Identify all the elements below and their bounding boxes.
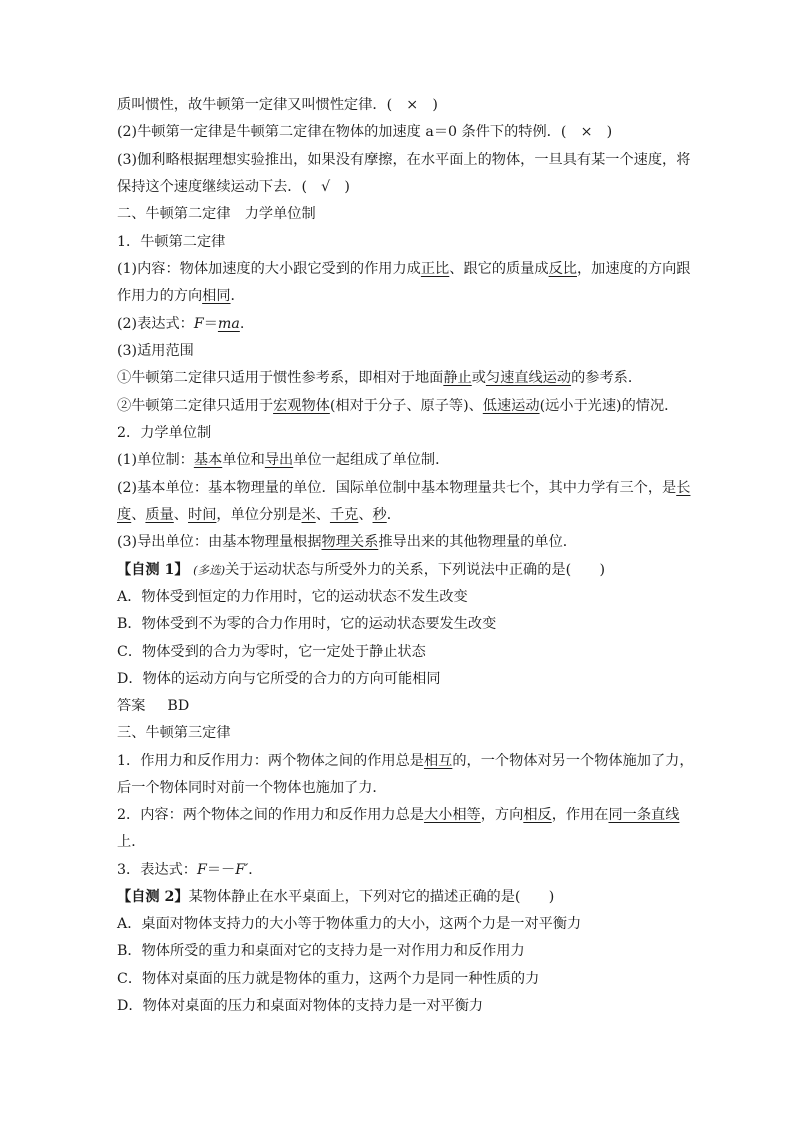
question-tag: 【自测 2】 (117, 889, 189, 905)
text: 后一个物体同时对前一个物体也施加了力． (117, 780, 387, 796)
blank-answer: 相反 (523, 807, 552, 823)
text: ． (386, 507, 401, 523)
text: ＝－ (206, 862, 236, 878)
option-text: A．桌面对物体支持力的大小等于物体重力的大小，这两个力是一对平衡力 (117, 916, 582, 932)
formula-var: F (193, 316, 204, 332)
section-heading (117, 204, 316, 224)
text: ＝ (203, 316, 218, 332)
text-line (117, 122, 612, 142)
text: 、 (173, 507, 188, 523)
text: (远小于光速)的情况． (539, 398, 679, 414)
text-line (117, 286, 245, 306)
blank-answer: 同一条直线 (608, 807, 680, 823)
text: 2．内容：两个物体之间的作用力和反作用力总是 (117, 807, 424, 823)
question-tag: 【自测 1】 (117, 562, 189, 578)
text-line (117, 396, 678, 416)
text: ，作用在 (551, 807, 609, 823)
text-line (117, 751, 694, 771)
option-text: B．物体所受的重力和桌面对它的支持力是一对作用力和反作用力 (117, 943, 525, 959)
blank-answer: 秒 (372, 507, 387, 523)
option-c (117, 642, 426, 662)
text: 质叫惯性，故牛顿第一定律又叫惯性定律．( × ) (117, 97, 438, 113)
text: (3)适用范围 (117, 343, 194, 359)
text-line (117, 341, 194, 361)
blank-answer: 宏观物体 (273, 398, 330, 414)
text: 、 (131, 507, 146, 523)
option-text: D．物体对桌面的压力和桌面对物体的支持力是一对平衡力 (117, 998, 484, 1014)
answer-label: 答案 (117, 698, 146, 714)
option-b (117, 941, 525, 961)
text: ，单位分别是 (216, 507, 302, 523)
blank-answer: 正比 (420, 261, 450, 277)
blank-answer: 反比 (548, 261, 577, 277)
blank-answer: 相互 (423, 753, 453, 769)
text: ②牛顿第二定律只适用于 (117, 398, 274, 414)
text: (1)单位制： (117, 452, 194, 468)
text-line (117, 832, 145, 852)
text: 或 (471, 370, 486, 386)
text: 、 (358, 507, 373, 523)
text: (2)牛顿第一定律是牛顿第二定律在物体的加速度 a＝0 条件下的特例．( × ) (117, 124, 613, 140)
text-line (117, 805, 679, 825)
text: ①牛顿第二定律只适用于惯性参考系，即相对于地面 (117, 370, 444, 386)
blank-answer: 基本 (193, 452, 223, 468)
formula-var: F (196, 862, 207, 878)
subsection-heading (117, 232, 225, 252)
text: ，方向 (480, 807, 524, 823)
text-line (117, 478, 690, 498)
question-stem (117, 560, 605, 580)
text: 3．表达式： (117, 862, 197, 878)
text: 保持这个速度继续运动下去．( √ ) (117, 179, 350, 195)
option-text: C．物体对桌面的压力就是物体的重力，这两个力是同一种性质的力 (117, 971, 540, 987)
option-text: D．物体的运动方向与它所受的合力的方向可能相同 (117, 671, 441, 687)
text: . (239, 316, 245, 332)
text: (相对于分子、原子等)、 (329, 398, 483, 414)
text: 、 (315, 507, 330, 523)
text: (3)伽利略根据理想实验推出，如果没有摩擦，在水平面上的物体，一旦具有某一个速度，将 (117, 152, 691, 168)
answer-value: BD (167, 698, 190, 714)
text: 单位一起组成了单位制． (293, 452, 450, 468)
blank-answer: 时间 (188, 507, 217, 523)
text: 、跟它的质量成 (449, 261, 549, 277)
text: 上． (117, 834, 146, 850)
option-a (117, 587, 468, 607)
question-text: 某物体静止在水平桌面上，下列对它的描述正确的是( ) (188, 889, 555, 905)
text-line (117, 259, 690, 279)
blank-answer: 米 (301, 507, 316, 523)
heading-text: 三、牛顿第三定律 (117, 725, 231, 741)
heading-text: 二、牛顿第二定律 力学单位制 (117, 206, 316, 222)
text-line (117, 860, 263, 880)
text-line (117, 95, 438, 115)
section-heading (117, 723, 231, 743)
blank-answer: 大小相等 (423, 807, 481, 823)
option-b (117, 614, 496, 634)
question-text: 关于运动状态与所受外力的关系，下列说法中正确的是( ) (225, 562, 606, 578)
text: 推导出来的其他物理量的单位． (378, 534, 577, 550)
option-text: A．物体受到恒定的力作用时，它的运动状态不发生改变 (117, 589, 468, 605)
text-line (117, 505, 401, 525)
option-a (117, 914, 581, 934)
text: (2)基本单位：基本物理量的单位．国际单位制中基本物理量共七个，其中力学有三个，是 (117, 480, 677, 496)
option-d (117, 996, 483, 1016)
blank-answer: 长 (676, 480, 691, 496)
text: 的，一个物体对另一个物体施加了力， (452, 753, 694, 769)
heading-text: 2．力学单位制 (117, 425, 212, 441)
blank-answer: 物理关系 (321, 534, 379, 550)
blank-answer: 度 (117, 507, 132, 523)
text-line (117, 150, 690, 170)
text: ，加速度的方向跟 (576, 261, 691, 277)
text: (1)内容：物体加速度的大小跟它受到的作用力成 (117, 261, 421, 277)
question-note: (多选) (193, 563, 226, 577)
text: 的参考系． (571, 370, 643, 386)
text-line (117, 778, 387, 798)
text: 作用力的方向 (117, 288, 203, 304)
blank-answer: 质量 (145, 507, 174, 523)
option-text: C．物体受到的合力为零时，它一定处于静止状态 (117, 644, 426, 660)
question-stem (117, 887, 554, 907)
text-line (117, 368, 642, 388)
text: 单位和 (222, 452, 265, 468)
heading-text: 1．牛顿第二定律 (117, 234, 226, 250)
text-line (117, 314, 244, 334)
option-d (117, 669, 441, 689)
blank-answer: 导出 (264, 452, 294, 468)
text: (2)表达式： (117, 316, 194, 332)
text: ． (230, 288, 245, 304)
option-text: B．物体受到不为零的合力作用时，它的运动状态要发生改变 (117, 616, 497, 632)
subsection-heading (117, 423, 211, 443)
blank-answer: ma (217, 316, 240, 332)
blank-answer: 相同 (202, 288, 231, 304)
text: ． (248, 862, 263, 878)
answer-line (117, 696, 189, 716)
text: (3)导出单位：由基本物理量根据 (117, 534, 322, 550)
text-line (117, 532, 577, 552)
option-c (117, 969, 539, 989)
blank-answer: 匀速直线运动 (485, 370, 572, 386)
text-line (117, 177, 350, 197)
formula-var: F′ (235, 862, 249, 878)
blank-answer: 静止 (443, 370, 472, 386)
blank-answer: 低速运动 (482, 398, 540, 414)
blank-answer: 千克 (329, 507, 359, 523)
text: 1．作用力和反作用力：两个物体之间的作用总是 (117, 753, 424, 769)
text-line (117, 450, 449, 470)
